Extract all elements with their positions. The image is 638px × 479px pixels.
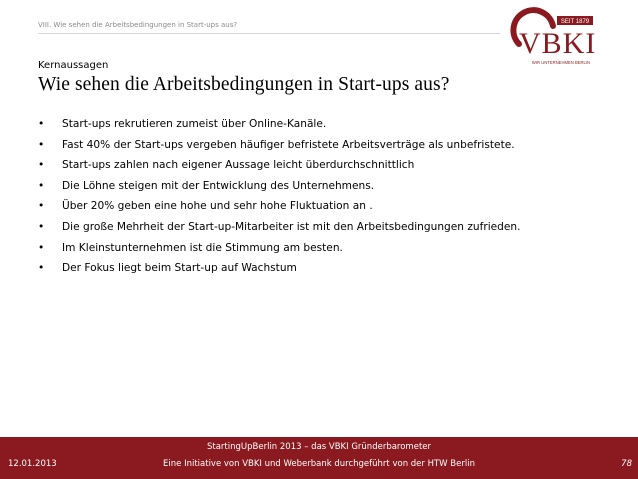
- list-item-text: Start-ups zahlen nach eigener Aussage leicht überdurchschnittlich: [62, 159, 415, 172]
- bullet-icon: •: [38, 179, 45, 192]
- key-points-list: [38, 118, 618, 283]
- footer-project-title: StartingUpBerlin 2013 – das VBKI Gründerbarometer: [207, 442, 431, 452]
- breadcrumb-divider: [38, 33, 500, 34]
- list-item-text: Fast 40% der Start-ups vergeben häufiger befristete Arbeitsverträge als unbefristete.: [62, 138, 515, 151]
- bullet-icon: •: [38, 159, 45, 172]
- list-item: [38, 180, 618, 201]
- list-item-text: Der Fokus liegt beim Start-up auf Wachstum: [62, 262, 297, 275]
- footer-date: 12.01.2013: [8, 459, 57, 469]
- list-item: [38, 159, 618, 180]
- bullet-icon: •: [38, 262, 45, 275]
- bullet-icon: •: [38, 200, 45, 213]
- logo-since-text: SEIT 1879: [560, 19, 590, 25]
- list-item: [38, 242, 618, 263]
- list-item-text: Die große Mehrheit der Start-up-Mitarbeiter ist mit den Arbeitsbedingungen zufrieden.: [62, 220, 521, 233]
- page-title: Wie sehen die Arbeitsbedingungen in Start-ups aus?: [38, 74, 450, 95]
- bullet-icon: •: [38, 220, 45, 233]
- subtitle: Kernaussagen: [38, 60, 109, 71]
- list-item-text: Im Kleinstunternehmen ist die Stimmung am besten.: [62, 241, 343, 254]
- bullet-icon: •: [38, 241, 45, 254]
- bullet-icon: •: [38, 138, 45, 151]
- list-item-text: Über 20% geben eine hohe und sehr hohe Fluktuation an .: [62, 200, 373, 213]
- list-item: [38, 200, 618, 221]
- page-number: 78: [621, 459, 632, 469]
- list-item: [38, 262, 618, 283]
- footer-bar: [0, 437, 638, 479]
- list-item-text: Start-ups rekrutieren zumeist über Online-Kanäle.: [62, 118, 327, 130]
- list-item: [38, 118, 618, 139]
- logo-tagline: WIR UNTERNEHMEN BERLIN: [531, 60, 591, 65]
- bullet-icon: •: [38, 118, 45, 130]
- list-item: [38, 139, 618, 160]
- breadcrumb: VIII. Wie sehen die Arbeitsbedingungen in Start-ups aus?: [38, 21, 238, 29]
- footer-initiative-text: Eine Initiative von VBKI und Weberbank durchgeführt von der HTW Berlin: [163, 459, 475, 469]
- vbki-logo: [505, 6, 617, 70]
- logo-wordmark: VBKI: [519, 27, 597, 60]
- list-item-text: Die Löhne steigen mit der Entwicklung des Unternehmens.: [62, 179, 375, 192]
- list-item: [38, 221, 618, 242]
